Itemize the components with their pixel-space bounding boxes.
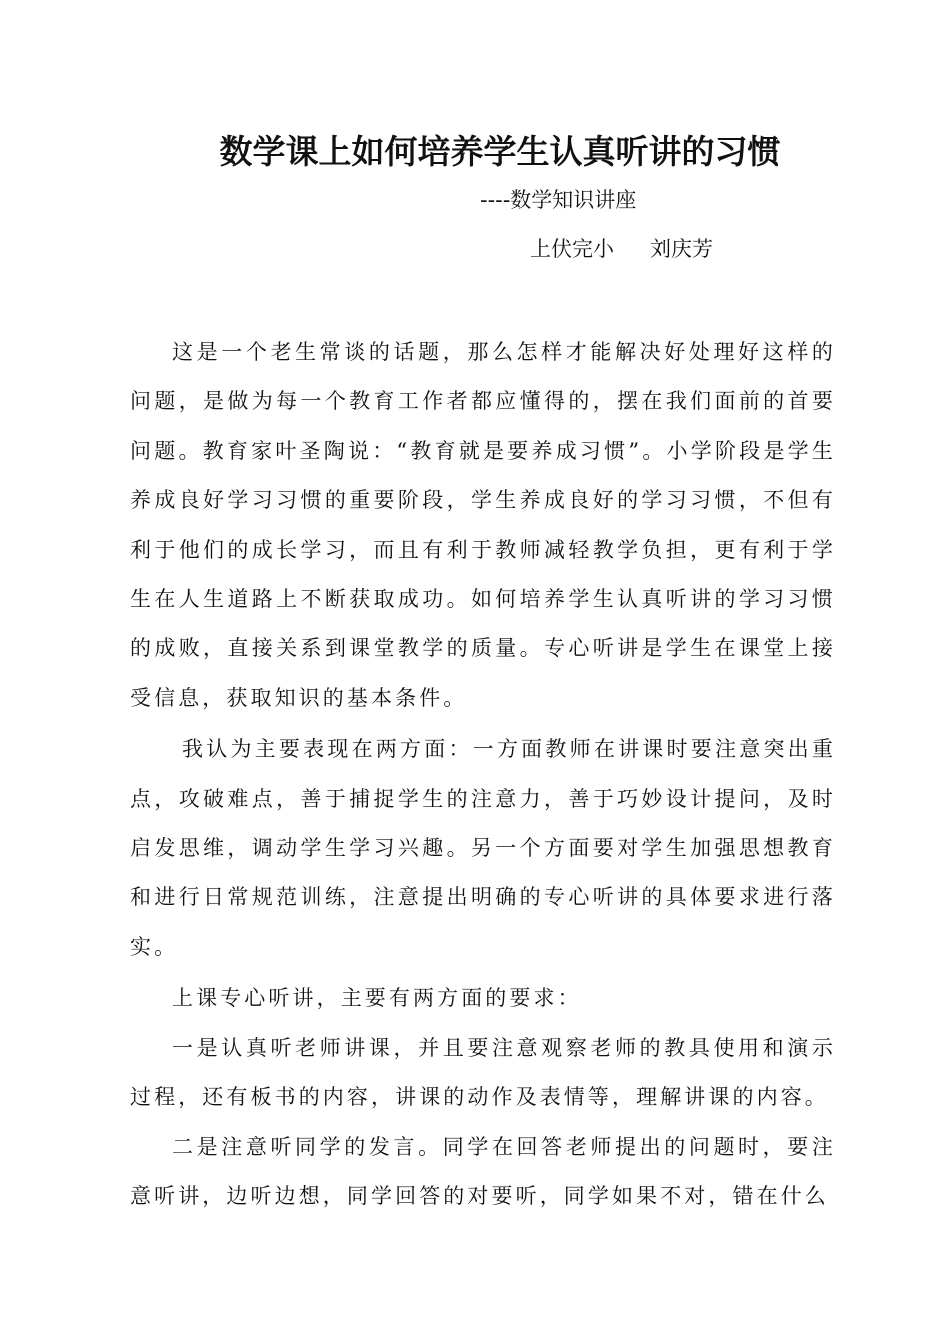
- document-title: 数学课上如何培养学生认真听讲的习惯: [219, 132, 781, 171]
- document-body: [130, 328, 836, 1221]
- paragraph-requirement-two: 二是注意听同学的发言。同学在回答老师提出的问题时，要注意听讲，边听边想，同学回答的对要听，同学如果不对，错在什么: [130, 1134, 836, 1208]
- author-line: [530, 234, 713, 264]
- paragraph-two-aspects: 我认为主要表现在两方面：一方面教师在讲课时要注意突出重点，攻破难点，善于捕捉学生的注意力，善于巧妙设计提问，及时启发思维，调动学生学习兴趣。另一个方面要对学生加强思想教育和进行日常规范训练，注意提出明确的专心听讲的具体要求进行落实。: [130, 737, 836, 959]
- author-school: 上伏完小: [530, 237, 614, 261]
- paragraph-requirement-one: 一是认真听老师讲课，并且要注意观察老师的教具使用和演示过程，还有板书的内容，讲课的动作及表情等，理解讲课的内容。: [130, 1035, 836, 1110]
- paragraph-requirements: 上课专心听讲，主要有两方面的要求：: [172, 986, 582, 1011]
- author-name: 刘庆芳: [650, 237, 713, 261]
- document-subtitle: ----数学知识讲座: [480, 188, 637, 212]
- paragraph-intro: 这是一个老生常谈的话题，那么怎样才能解决好处理好这样的问题，是做为每一个教育工作者都应懂得的，摆在我们面前的首要问题。教育家叶圣陶说：“教育就是要养成习惯”。小学阶段是学生养成良好学习习惯的重要阶段，学生养成良好的学习习惯，不但有利于他们的成长学习，而且有利于教师减轻教学负担，更有利于学生在人生道路上不断获取成功。如何培养学生认真听讲的学习习惯的成败，直接关系到课堂教学的质量。专心听讲是学生在课堂上接受信息，获取知识的基本条件。: [130, 340, 836, 710]
